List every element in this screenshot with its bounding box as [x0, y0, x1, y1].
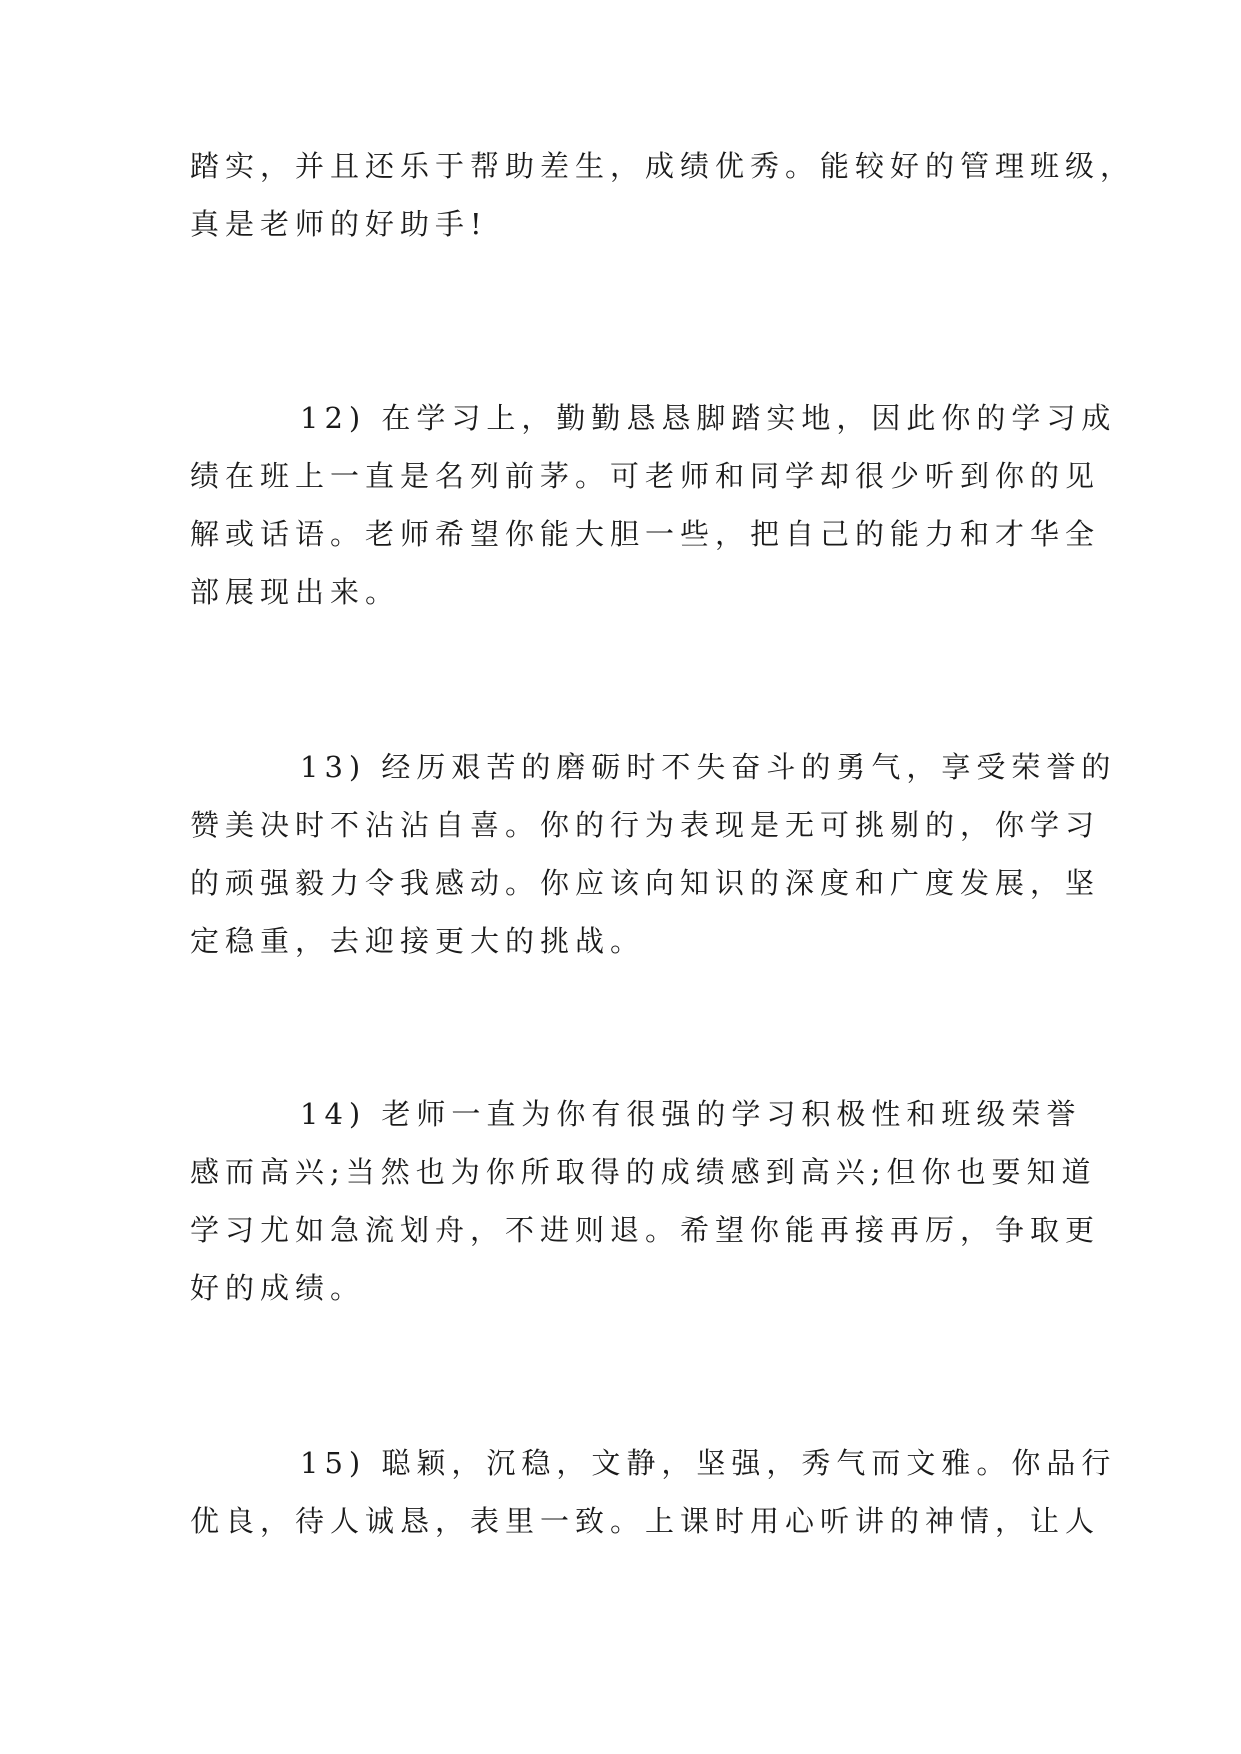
paragraph-line: 14) 老师一直为你有很强的学习积极性和班级荣誉 — [300, 1097, 1082, 1131]
paragraph-line: 真是老师的好助手! — [190, 207, 488, 241]
paragraph-line: 15) 聪颖，沉稳，文静，坚强，秀气而文雅。你品行 — [300, 1446, 1117, 1480]
paragraph-line: 踏实，并且还乐于帮助差生，成绩优秀。能较好的管理班级， — [190, 149, 1136, 183]
paragraph-13 — [190, 738, 1117, 970]
paragraph-line: 解或话语。老师希望你能大胆一些，把自己的能力和才华全 — [190, 517, 1101, 551]
paragraph-line: 好的成绩。 — [190, 1271, 366, 1305]
paragraph-11-continued — [190, 137, 1136, 253]
paragraph-line: 的顽强毅力令我感动。你应该向知识的深度和广度发展，坚 — [190, 866, 1101, 900]
paragraph-line: 感而高兴;当然也为你所取得的成绩感到高兴;但你也要知道 — [190, 1155, 1097, 1189]
paragraph-line: 绩在班上一直是名列前茅。可老师和同学却很少听到你的见 — [190, 459, 1101, 493]
paragraph-line: 13) 经历艰苦的磨砺时不失奋斗的勇气，享受荣誉的 — [300, 750, 1117, 784]
paragraph-15 — [190, 1434, 1117, 1550]
paragraph-14 — [190, 1085, 1101, 1317]
paragraph-line: 部展现出来。 — [190, 575, 401, 609]
paragraph-line: 定稳重，去迎接更大的挑战。 — [190, 924, 646, 958]
paragraph-12 — [190, 389, 1117, 621]
paragraph-line: 优良，待人诚恳，表里一致。上课时用心听讲的神情，让人 — [190, 1504, 1101, 1538]
paragraph-line: 学习尤如急流划舟，不进则退。希望你能再接再厉，争取更 — [190, 1213, 1101, 1247]
paragraph-line: 赞美决时不沾沾自喜。你的行为表现是无可挑剔的，你学习 — [190, 808, 1101, 842]
paragraph-line: 12) 在学习上，勤勤恳恳脚踏实地，因此你的学习成 — [300, 401, 1117, 435]
